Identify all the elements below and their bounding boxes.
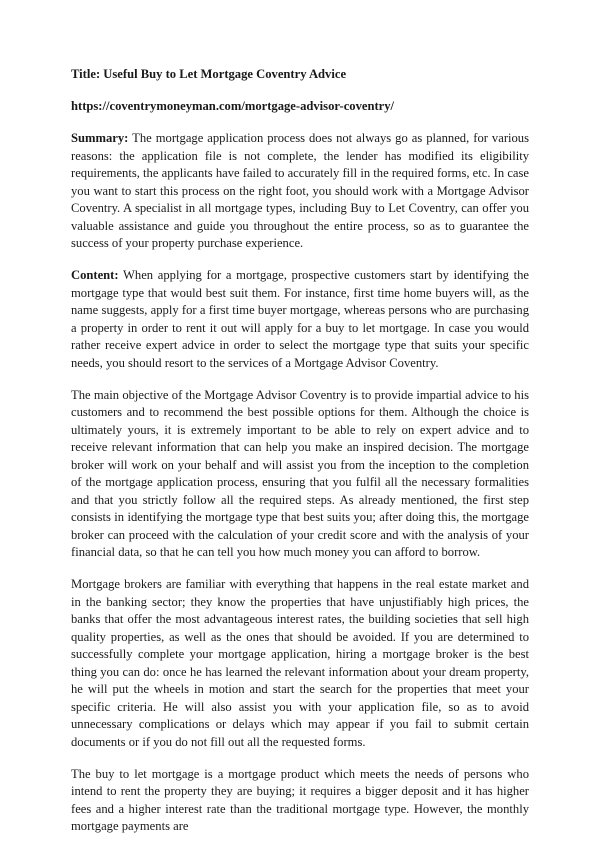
document-url: https://coventrymoneyman.com/mortgage-advisor-coventry/ bbox=[71, 99, 395, 113]
summary-text: The mortgage application process does not always go as planned, for various reasons: the application file is not complete, the lender has modified its eligibility requirements, the applicants have failed to accurately fill in the required forms, etc. In case you want to start this process on the right foot, you should work with a Mortgage Advisor Coventry. A specialist in all mortgage types, including Buy to Let Coventry, can offer you valuable assistance and guide you throughout the entire process, so as to guarantee the success of your property purchase experience. bbox=[71, 131, 530, 250]
summary-paragraph bbox=[71, 130, 529, 253]
content-paragraph bbox=[71, 267, 529, 372]
content-label: Content: bbox=[71, 268, 119, 282]
summary-label: Summary: bbox=[71, 131, 129, 145]
body-paragraph-1: The main objective of the Mortgage Advisor Coventry is to provide impartial advice to his customers and to recommend the best possible options for them. Although the choice is ultimately yours, it is extremely important to be able to rely on expert advice and to receive relevant information that can help you make an inspired decision. The mortgage broker will work on your behalf and will assist you from the inception to the completion of the mortgage application process, ensuring that you fulfil all the necessary formalities and that you strictly follow all the required steps. As already mentioned, the first step consists in identifying the mortgage type that best suits you; after doing this, the mortgage broker can proceed with the calculation of your credit score and with the analysis of your financial data, so that he can tell you how much money you can afford to borrow. bbox=[71, 387, 529, 559]
body-paragraph-2: Mortgage brokers are familiar with everything that happens in the real estate market and in the banking sector; they know the properties that have unjustifiably high prices, the banks that offer the most advantageous interest rates, the building societies that sell high quality properties, as well as the ones that should be avoided. If you are determined to successfully complete your mortgage application, hiring a mortgage broker is the best thing you can do: once he has learned the relevant information about your dream property, he will put the wheels in motion and start the search for the properties that meet your specific criteria. He will also assist you with your application file, so as to avoid unnecessary complications or delays which may appear if you fail to submit certain documents or if you do not fill out all the requested forms. bbox=[71, 577, 529, 749]
document-title: Title: Useful Buy to Let Mortgage Coventry Advice bbox=[71, 67, 347, 81]
content-text: When applying for a mortgage, prospective customers start by identifying the mortgage type that would best suit them. For instance, first time home buyers will, as the name suggests, apply for a first time buyer mortgage, whereas persons who are purchasing a property in order to rent it out will apply for a buy to let mortgage. In case you would rather receive expert advice in order to select the mortgage type that suits your specific needs, you should resort to the services of a Mortgage Advisor Coventry. bbox=[71, 268, 529, 370]
body-paragraph-3: The buy to let mortgage is a mortgage product which meets the needs of persons who intend to rent the property they are buying; it requires a bigger deposit and it has higher fees and a higher interest rate than the traditional mortgage type. However, the monthly mortgage payments are bbox=[71, 766, 529, 833]
document-page bbox=[71, 66, 529, 850]
